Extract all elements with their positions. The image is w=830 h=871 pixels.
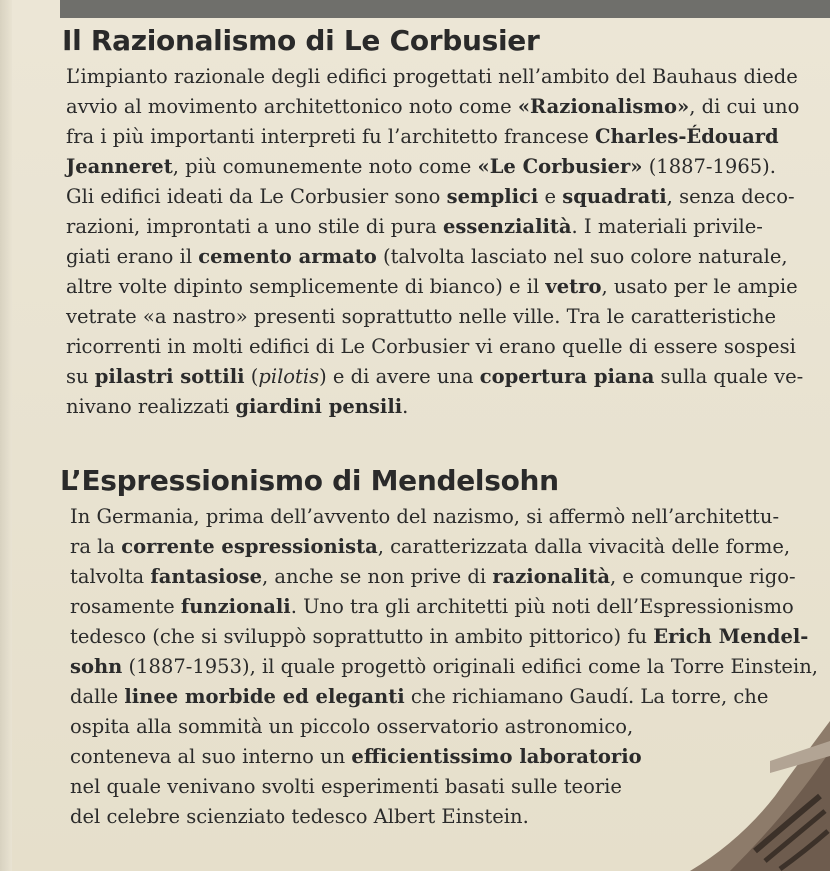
section2-line xyxy=(70,532,815,562)
top-dark-band xyxy=(60,0,830,18)
bold-text: razionalità xyxy=(492,565,610,588)
text-run: nel quale venivano svolti esperimenti basati sulle teorie xyxy=(70,775,622,798)
section1-line xyxy=(66,92,811,122)
text-run: altre volte dipinto semplicemente di bianco) e il xyxy=(66,275,546,298)
italic-text: pilotis xyxy=(258,365,320,388)
bold-text: cemento armato xyxy=(198,245,377,268)
bold-text: funzionali xyxy=(180,595,291,618)
text-run: ra la xyxy=(70,535,122,558)
section1-title: Il Razionalismo di Le Corbusier xyxy=(62,24,540,57)
section1-line xyxy=(66,62,811,92)
building-photo-corner-icon xyxy=(670,701,830,871)
text-run: (1887-1965). xyxy=(642,155,776,178)
text-run: , più comunemente noto come xyxy=(172,155,478,178)
text-run: ospita alla sommità un piccolo osservatorio astronomico, xyxy=(70,715,634,738)
text-run: (1887-1953), il quale progettò originali edifici come la Torre Einstein, xyxy=(122,655,818,678)
section1-line xyxy=(66,212,811,242)
bold-text: linee morbide ed eleganti xyxy=(124,685,405,708)
text-run: dalle xyxy=(70,685,125,708)
section1-line xyxy=(66,332,811,362)
text-run: , caratterizzata dalla vivacità delle forme, xyxy=(377,535,791,558)
text-run: fra i più importanti interpreti fu l’architetto francese xyxy=(66,125,595,148)
text-run: del celebre scienziato tedesco Albert Einstein. xyxy=(70,805,529,828)
section1-line xyxy=(66,122,811,152)
bold-text: Charles-Édouard xyxy=(594,125,779,148)
text-run: (talvolta lasciato nel suo colore naturale, xyxy=(376,245,788,268)
bold-text: «Razionalismo» xyxy=(517,95,690,118)
section2-line xyxy=(70,622,815,652)
text-run: giati erano il xyxy=(66,245,199,268)
text-run: su xyxy=(66,365,95,388)
text-run: tedesco (che si sviluppò soprattutto in ambito pittorico) fu xyxy=(70,625,654,648)
text-run: che richiamano Gaudí. La torre, che xyxy=(404,685,769,708)
bold-text: sohn xyxy=(70,655,123,678)
bold-text: squadrati xyxy=(562,185,667,208)
page-edge-shadow xyxy=(0,0,12,871)
text-run: , di cui uno xyxy=(689,95,800,118)
text-run: rosamente xyxy=(70,595,181,618)
text-run: . Uno tra gli architetti più noti dell’Espressionismo xyxy=(290,595,794,618)
text-run: . I materiali privile- xyxy=(571,215,763,238)
text-run: sulla quale ve- xyxy=(654,365,804,388)
text-run: Gli edifici ideati da Le Corbusier sono xyxy=(66,185,447,208)
text-run: avvio al movimento architettonico noto come xyxy=(66,95,518,118)
bold-text: efficientissimo laboratorio xyxy=(351,745,642,768)
section2-title: L’Espressionismo di Mendelsohn xyxy=(60,464,559,497)
text-run: conteneva al suo interno un xyxy=(70,745,352,768)
text-run: In Germania, prima dell’avvento del nazismo, si affermò nell’architettu- xyxy=(70,505,780,528)
text-run: ) e di avere una xyxy=(319,365,480,388)
section1-line xyxy=(66,302,811,332)
bold-text: fantasiose xyxy=(150,565,262,588)
section2-line xyxy=(70,562,815,592)
text-run: nivano realizzati xyxy=(66,395,236,418)
text-run: , usato per le ampie xyxy=(601,275,798,298)
bold-text: corrente espressionista xyxy=(121,535,378,558)
bold-text: «Le Corbusier» xyxy=(477,155,643,178)
text-run: ricorrenti in molti edifici di Le Corbusier vi erano quelle di essere sospesi xyxy=(66,335,796,358)
text-run: , senza deco- xyxy=(666,185,795,208)
bold-text: essenzialità xyxy=(443,215,572,238)
section1-line xyxy=(66,182,811,212)
section1-line xyxy=(66,362,811,392)
bold-text: copertura piana xyxy=(479,365,655,388)
text-run: , anche se non prive di xyxy=(261,565,493,588)
section1-line xyxy=(66,152,811,182)
text-run: razioni, improntati a uno stile di pura xyxy=(66,215,443,238)
text-run: ( xyxy=(244,365,259,388)
bold-text: giardini pensili xyxy=(235,395,403,418)
text-run: talvolta xyxy=(70,565,151,588)
bold-text: vetro xyxy=(545,275,602,298)
text-run: L’impianto razionale degli edifici progettati nell’ambito del Bauhaus diede xyxy=(66,65,798,88)
bold-text: Jeanneret xyxy=(66,155,173,178)
section2-line xyxy=(70,502,815,532)
bold-text: pilastri sottili xyxy=(94,365,245,388)
bold-text: semplici xyxy=(446,185,539,208)
text-run: vetrate «a nastro» presenti soprattutto nelle ville. Tra le caratteristiche xyxy=(66,305,777,328)
section1-paragraph xyxy=(66,62,811,422)
section1-line xyxy=(66,272,811,302)
section1-line xyxy=(66,242,811,272)
section2-line xyxy=(70,592,815,622)
bold-text: Erich Mendel- xyxy=(653,625,809,648)
section1-line xyxy=(66,392,811,422)
text-run: e xyxy=(538,185,563,208)
text-run: . xyxy=(402,395,409,418)
text-run: , e comunque rigo- xyxy=(609,565,796,588)
section2-line xyxy=(70,652,818,682)
